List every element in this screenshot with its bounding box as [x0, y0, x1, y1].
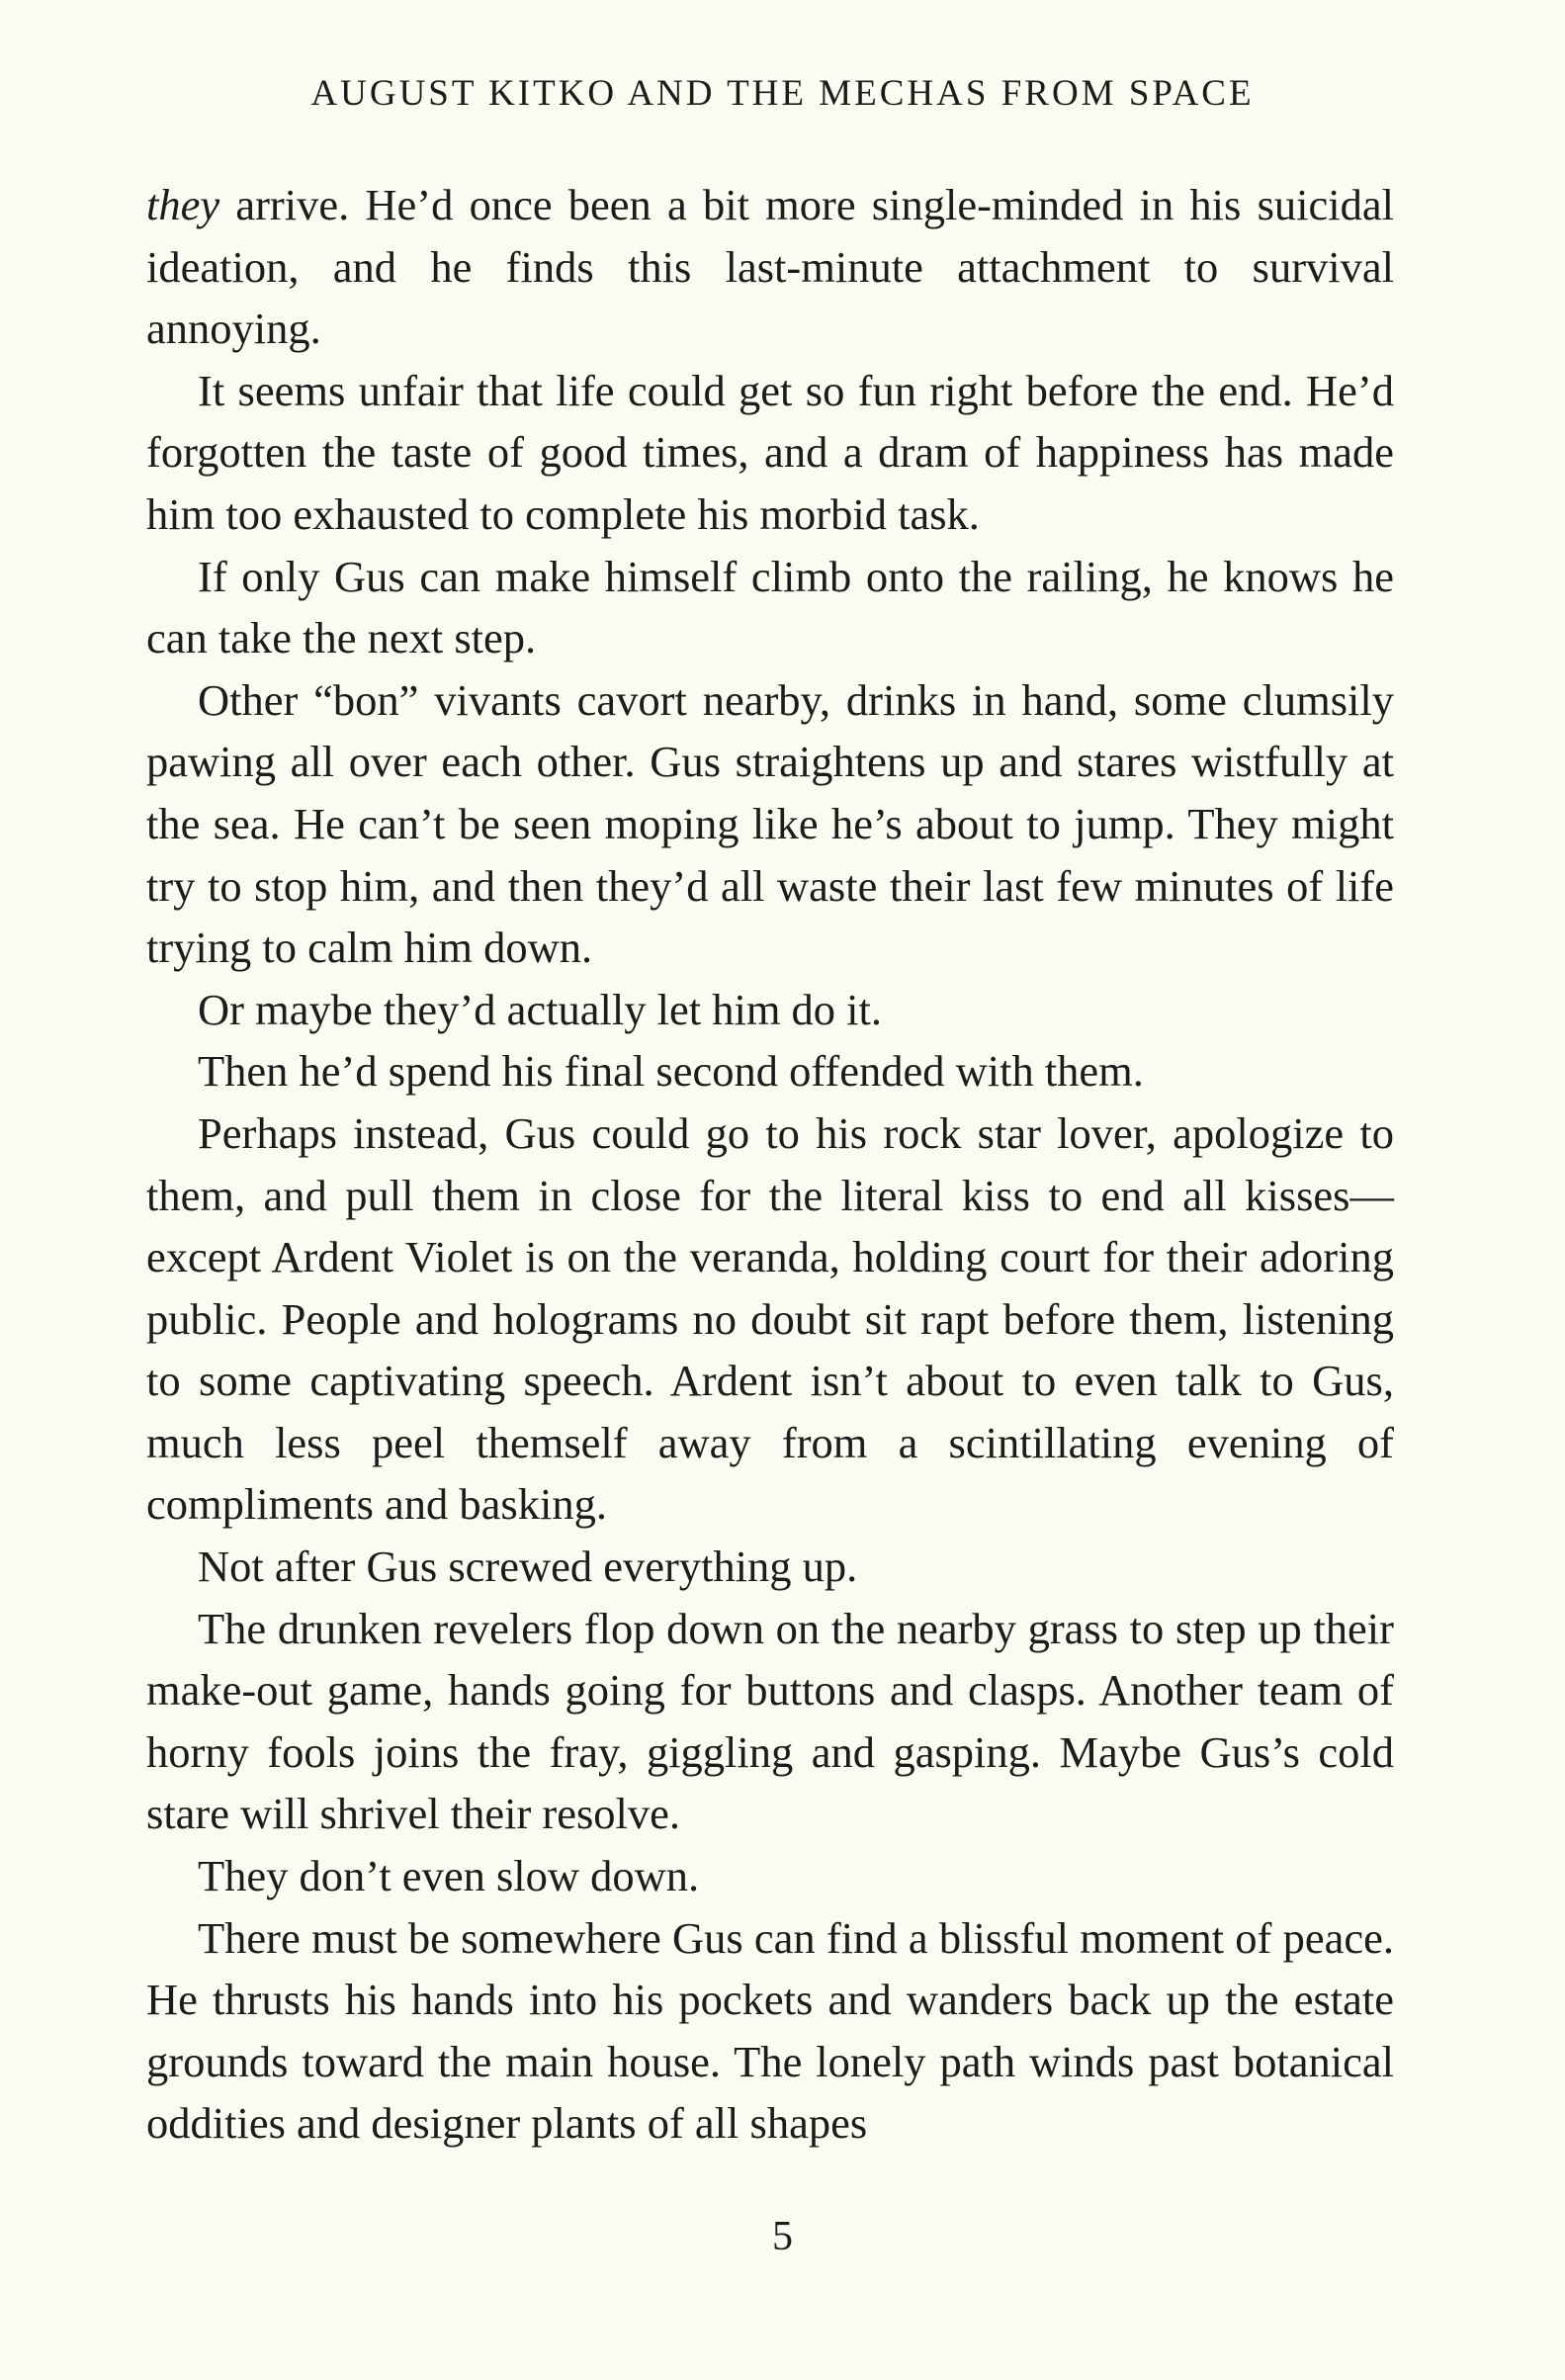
paragraph-1	[146, 174, 1394, 360]
paragraph-1-text: arrive. He’d once been a bit more single-minded in his suicidal ideation, and he finds this last-minute attachment to survival annoying.	[146, 180, 1394, 354]
paragraph-7: Perhaps instead, Gus could go to his rock star lover, apologize to them, and pull them in close for the literal kiss to end all kisses—except Ardent Violet is on the veranda, holding court for their adoring public. People and holograms no doubt sit rapt before them, listening to some captivating speech. Ardent isn’t about to even talk to Gus, much less peel themself away from a scintillating evening of compliments and basking.	[146, 1107, 1394, 1530]
paragraph-2: It seems unfair that life could get so fun right before the end. He’d forgotten the taste of good times, and a dram of happiness has made him too exhausted to complete his morbid task.	[146, 365, 1394, 539]
paragraph-9: The drunken revelers flop down on the nearby grass to step up their make-out game, hands going for buttons and clasps. Another team of horny fools joins the fray, giggling and gasping. Maybe Gus’s cold stare will shrivel their resolve.	[146, 1603, 1394, 1839]
paragraph-5: Or maybe they’d actually let him do it.	[198, 984, 883, 1034]
italic-lead-word: they	[146, 180, 220, 229]
paragraph-11: There must be somewhere Gus can find a blissful moment of peace. He thrusts his hands into his pockets and wanders back up the estate grounds toward the main house. The lonely path winds past botanical oddities and designer plants of all shapes	[146, 1912, 1394, 2149]
paragraph-10: They don’t even slow down.	[198, 1851, 700, 1901]
paragraph-8: Not after Gus screwed everything up.	[198, 1542, 858, 1592]
page-number: 5	[772, 2214, 793, 2259]
paragraph-6: Then he’d spend his final second offended with them.	[198, 1046, 1144, 1097]
paragraph-4: Other “bon” vivants cavort nearby, drinks in hand, some clumsily pawing all over each other. Gus straightens up and stares wistfully at the sea. He can’t be seen moping like he’s about to jump. They might try to stop him, and then they’d all waste their last few minutes of life trying to calm him down.	[146, 674, 1394, 973]
paragraph-3: If only Gus can make himself climb onto the railing, he knows he can take the next step.	[146, 551, 1394, 663]
running-head: AUGUST KITKO AND THE MECHAS FROM SPACE	[310, 73, 1255, 114]
body-text	[146, 174, 1394, 2155]
